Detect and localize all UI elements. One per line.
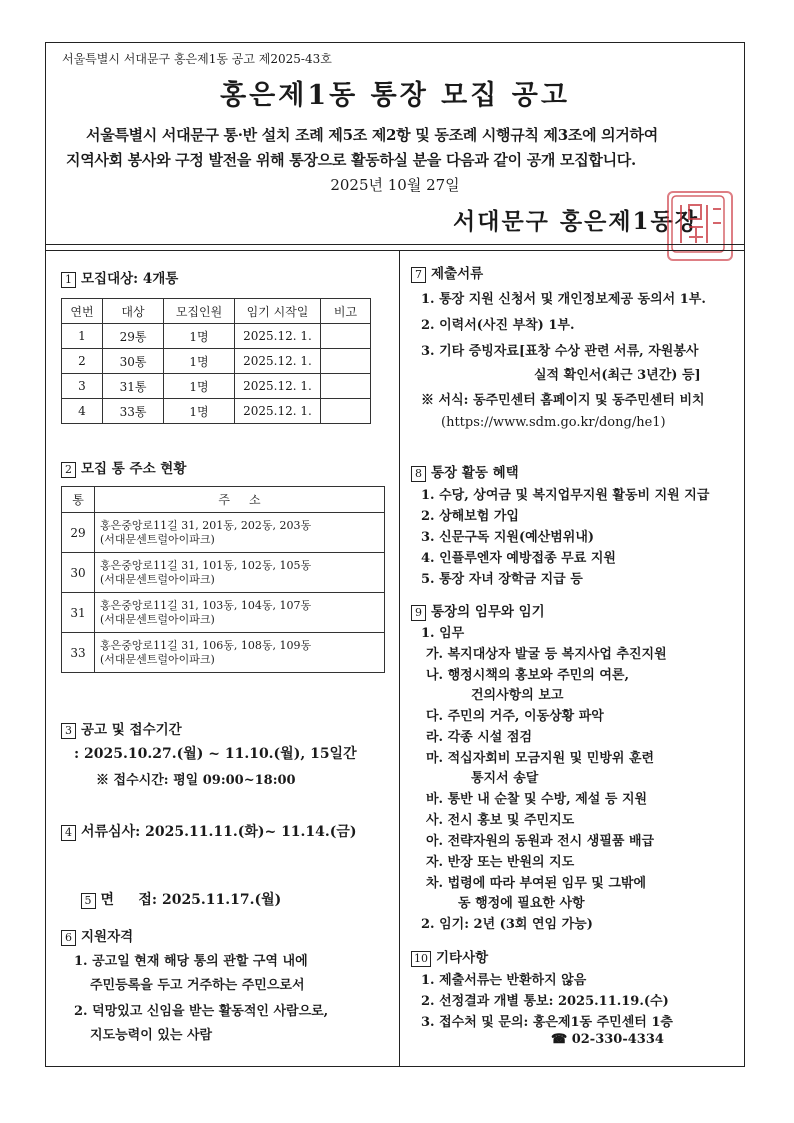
table-cell: 2025.12. 1. — [235, 324, 321, 349]
address-cell — [95, 513, 385, 553]
duty-line: 나. 행정시책의 홍보와 주민의 여론, — [426, 668, 629, 683]
section-title: 지원자격 — [81, 929, 134, 945]
address-line: 홍은중앙로11길 31, 201동, 202동, 203동 — [100, 518, 312, 532]
table-cell: 1 — [62, 324, 103, 349]
benefit-line: 3. 신문구독 지원(예산범위내) — [421, 530, 595, 545]
table-cell — [321, 399, 371, 424]
section-recruitment-target — [61, 267, 178, 288]
section-number: 10 — [411, 951, 431, 967]
page-title: 홍은제1동 통장 모집 공고 — [220, 80, 570, 111]
table-cell: 29 — [62, 513, 95, 553]
contact-phone: ☎ 02-330-4334 — [551, 1032, 664, 1047]
section-number: 5 — [81, 893, 96, 909]
section-number: 4 — [61, 825, 76, 841]
address-line: (서대문센트럴아이파크) — [100, 612, 215, 626]
table-header-row — [62, 299, 371, 324]
col-header: 임기 시작일 — [235, 299, 321, 324]
address-cell — [95, 593, 385, 633]
table-cell: 1명 — [164, 399, 235, 424]
section-title: 모집 통 주소 현황 — [81, 461, 187, 477]
section-benefits — [411, 461, 519, 482]
col-header: 대상 — [103, 299, 164, 324]
duty-line: 자. 반장 또는 반원의 지도 — [426, 855, 575, 870]
table-cell — [321, 324, 371, 349]
other-line: 2. 선정결과 개별 통보: 2025.11.19.(수) — [421, 994, 669, 1009]
term-line: 2. 임기: 2년 (3회 연임 가능) — [421, 917, 593, 932]
duty-line: 동 행정에 필요한 사항 — [458, 896, 585, 911]
section-title: 제출서류 — [431, 266, 484, 282]
section-title: 모집대상: 4개통 — [81, 271, 179, 287]
section-title: 면 접: 2025.11.17.(월) — [100, 892, 282, 908]
intro-line: 지역사회 봉사와 구정 발전을 위해 통장으로 활동하실 분을 다음과 같이 공개 모집합니다. — [66, 151, 636, 169]
address-line: (서대문센트럴아이파크) — [100, 532, 215, 546]
form-note: ※ 서식: 동주민센터 홈페이지 및 동주민센터 비치 — [421, 393, 705, 408]
table-cell: 33통 — [103, 399, 164, 424]
duty-line: 다. 주민의 거주, 이동상황 파악 — [426, 709, 604, 724]
document-line: 2. 이력서(사진 부착) 1부. — [421, 318, 575, 333]
duty-line: 1. 임무 — [421, 626, 465, 641]
qualification-line: 지도능력이 있는 사람 — [90, 1028, 213, 1043]
section-title: 공고 및 접수기간 — [81, 722, 182, 738]
section-number: 7 — [411, 267, 426, 283]
table-header-row — [62, 487, 385, 513]
notice-number: 서울특별시 서대문구 홍은제1동 공고 제2025-43호 — [62, 52, 332, 66]
table-cell — [321, 349, 371, 374]
document-line: 실적 확인서(최근 3년간) 등] — [534, 368, 701, 383]
section-qualifications — [61, 925, 133, 946]
address-cell — [95, 553, 385, 593]
section-other-matters — [411, 946, 488, 967]
duty-line: 차. 법령에 따라 부여된 임무 및 그밖에 — [426, 876, 647, 891]
benefit-line: 5. 통장 자녀 장학금 지급 등 — [421, 572, 583, 587]
qualification-line: 주민등록을 두고 거주하는 주민으로서 — [90, 978, 305, 993]
address-line: (서대문센트럴아이파크) — [100, 652, 215, 666]
table-cell: 2025.12. 1. — [235, 374, 321, 399]
table-row — [62, 374, 371, 399]
table-cell: 4 — [62, 399, 103, 424]
section-duties-term — [411, 600, 545, 621]
section-interview — [61, 873, 281, 925]
address-line: 홍은중앙로11길 31, 106동, 108동, 109동 — [100, 638, 312, 652]
section-number: 3 — [61, 723, 76, 739]
table-row — [62, 633, 385, 673]
duty-line: 라. 각종 시설 점검 — [426, 730, 533, 745]
section-title: 통장 활동 혜택 — [431, 465, 519, 481]
duty-line: 건의사항의 보고 — [471, 688, 564, 703]
section-number: 2 — [61, 462, 76, 478]
table-cell: 2025.12. 1. — [235, 349, 321, 374]
col-header: 연번 — [62, 299, 103, 324]
document-line: 1. 통장 지원 신청서 및 개인정보제공 동의서 1부. — [421, 292, 706, 307]
table-cell: 2025.12. 1. — [235, 399, 321, 424]
duty-line: 아. 전략자원의 동원과 전시 생필품 배급 — [426, 834, 655, 849]
address-line: 홍은중앙로11길 31, 101동, 102동, 105동 — [100, 558, 312, 572]
section-title: 통장의 임무와 임기 — [431, 604, 545, 620]
table-row — [62, 553, 385, 593]
intro-text — [66, 123, 732, 173]
other-line: 1. 제출서류는 반환하지 않음 — [421, 973, 587, 988]
table-cell: 30 — [62, 553, 95, 593]
benefit-line: 2. 상해보험 가입 — [421, 509, 519, 524]
table-row — [62, 349, 371, 374]
col-header: 비고 — [321, 299, 371, 324]
table-cell: 1명 — [164, 324, 235, 349]
duty-line: 사. 전시 홍보 및 주민지도 — [426, 813, 575, 828]
duty-line: 마. 적십자회비 모금지원 및 민방위 훈련 — [426, 751, 655, 766]
table-row — [62, 324, 371, 349]
recruitment-table — [61, 298, 371, 424]
homepage-url[interactable]: (https://www.sdm.go.kr/dong/he1) — [441, 415, 666, 430]
duty-line: 가. 복지대상자 발굴 등 복지사업 추진지원 — [426, 647, 667, 662]
divider — [46, 244, 744, 245]
notice-frame — [45, 42, 745, 1067]
section-number: 8 — [411, 466, 426, 482]
table-cell: 31통 — [103, 374, 164, 399]
divider — [46, 250, 744, 251]
duty-line: 통지서 송달 — [471, 771, 539, 786]
reception-hours: ※ 접수시간: 평일 09:00~18:00 — [96, 773, 296, 788]
section-title: 서류심사: 2025.11.11.(화)~ 11.14.(금) — [81, 824, 357, 840]
section-address-status — [61, 457, 186, 478]
intro-line: 서울특별시 서대문구 통·반 설치 조례 제5조 제2항 및 동조례 시행규칙 제3조에 의거하여 — [86, 126, 658, 144]
table-cell: 1명 — [164, 349, 235, 374]
benefit-line: 1. 수당, 상여금 및 복지업무지원 활동비 지원 지급 — [421, 488, 710, 503]
table-row — [62, 513, 385, 553]
notice-date: 2025년 10월 27일 — [330, 176, 460, 194]
column-divider — [399, 251, 400, 1066]
other-line: 3. 접수처 및 문의: 홍은제1동 주민센터 1층 — [421, 1015, 673, 1030]
table-cell: 31 — [62, 593, 95, 633]
table-cell: 29통 — [103, 324, 164, 349]
section-document-review — [61, 821, 357, 841]
table-cell: 3 — [62, 374, 103, 399]
address-table — [61, 486, 385, 673]
col-header: 모집인원 — [164, 299, 235, 324]
table-row — [62, 399, 371, 424]
col-header: 주 소 — [95, 487, 385, 513]
address-cell — [95, 633, 385, 673]
section-number: 6 — [61, 930, 76, 946]
duty-line: 바. 통반 내 순찰 및 수방, 제설 등 지원 — [426, 792, 648, 807]
table-cell — [321, 374, 371, 399]
table-row — [62, 593, 385, 633]
qualification-line: 2. 덕망있고 신임을 받는 활동적인 사람으로, — [74, 1004, 329, 1019]
section-number: 9 — [411, 605, 426, 621]
benefit-line: 4. 인플루엔자 예방접종 무료 지원 — [421, 551, 616, 566]
application-period: : 2025.10.27.(월) ~ 11.10.(월), 15일간 — [74, 746, 357, 762]
col-header: 통 — [62, 487, 95, 513]
table-cell: 33 — [62, 633, 95, 673]
address-line: (서대문센트럴아이파크) — [100, 572, 215, 586]
issuer: 서대문구 홍은제1동장 — [453, 208, 699, 235]
section-notice-period — [61, 718, 182, 739]
address-line: 홍은중앙로11길 31, 103동, 104동, 107동 — [100, 598, 312, 612]
table-cell: 2 — [62, 349, 103, 374]
table-cell: 1명 — [164, 374, 235, 399]
section-required-documents — [411, 262, 483, 283]
document-line: 3. 기타 증빙자료[표창 수상 관련 서류, 자원봉사 — [421, 344, 699, 359]
table-cell: 30통 — [103, 349, 164, 374]
section-number: 1 — [61, 272, 76, 288]
qualification-line: 1. 공고일 현재 해당 통의 관할 구역 내에 — [74, 954, 308, 969]
section-title: 기타사항 — [436, 950, 489, 966]
